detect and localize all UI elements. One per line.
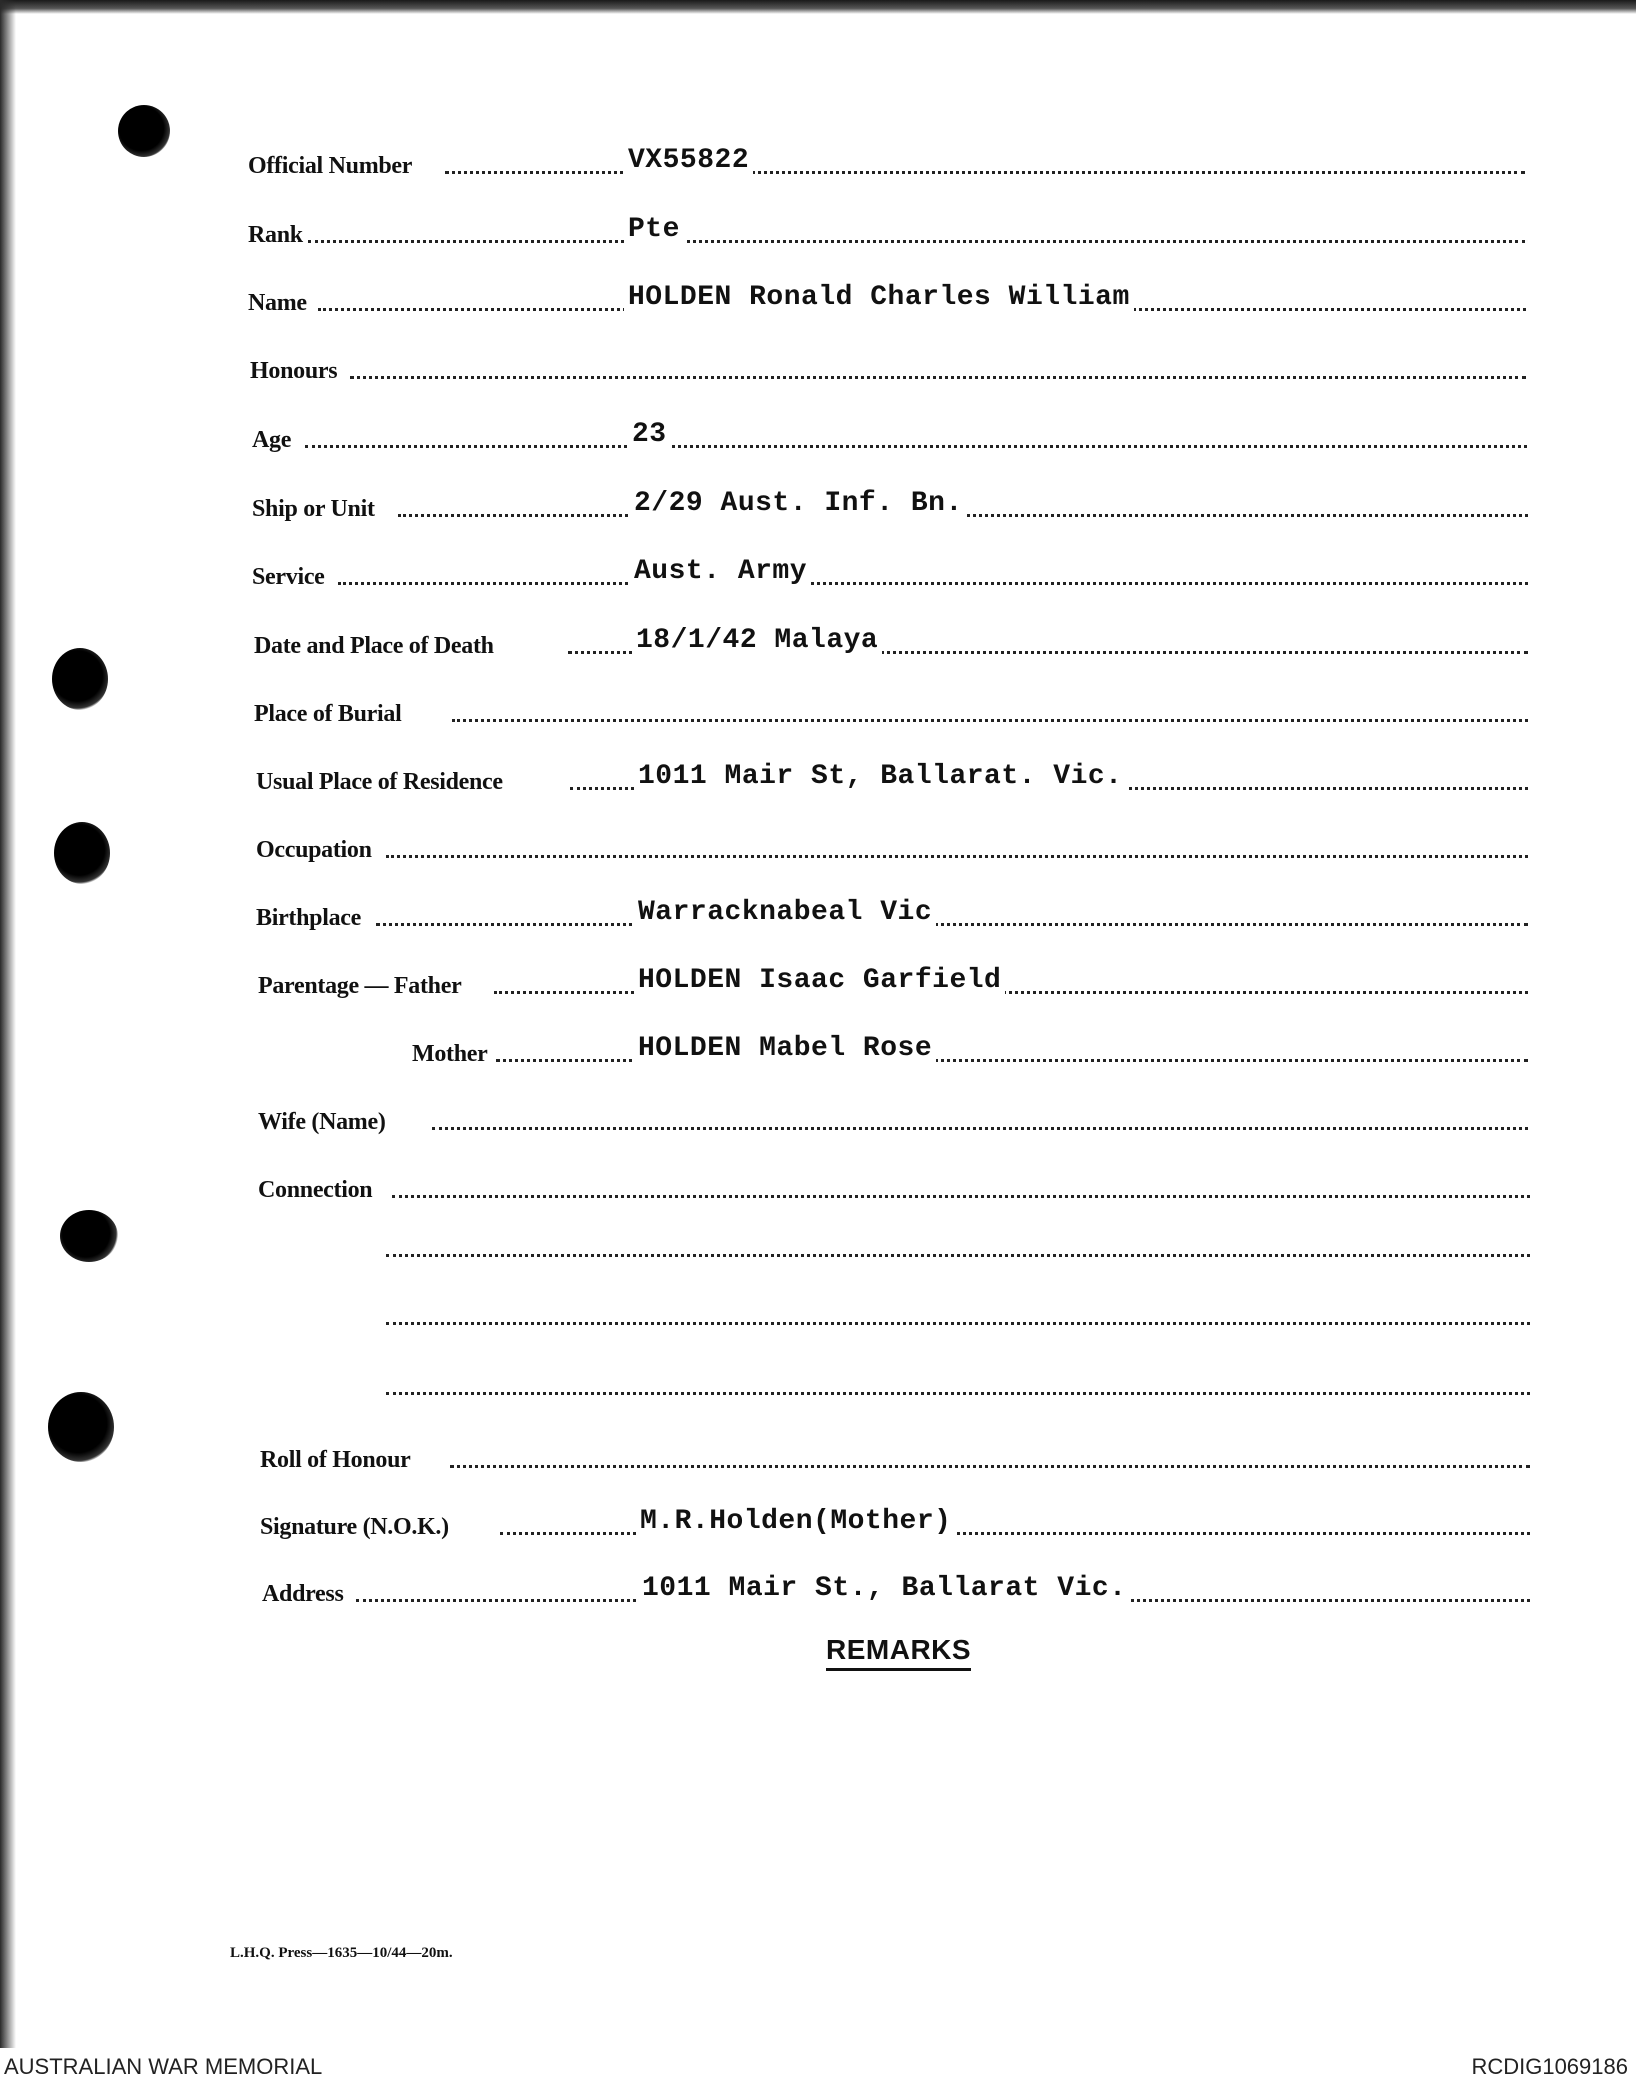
field-label: Name [248, 290, 307, 316]
field-label: Ship or Unit [252, 496, 375, 522]
field-ship-or-unit [0, 487, 1636, 527]
dot-leader [450, 1465, 1530, 1468]
field-label: Service [252, 564, 325, 590]
field-label: Wife (Name) [258, 1109, 386, 1135]
field-label: Occupation [256, 837, 372, 863]
footer-record-id: RCDIG1069186 [1471, 2054, 1628, 2079]
field-birthplace [0, 896, 1636, 936]
press-note: L.H.Q. Press—1635—10/44—20m. [230, 1945, 453, 1961]
field-name [0, 281, 1636, 321]
field-connection [0, 1168, 1636, 1208]
field-value: 2/29 Aust. Inf. Bn. [630, 488, 967, 519]
field-usual-residence [0, 760, 1636, 800]
field-label: Date and Place of Death [254, 633, 494, 659]
field-label: Honours [250, 358, 338, 384]
field-mother [0, 1032, 1636, 1072]
dot-leader [386, 855, 1528, 858]
field-value: 1011 Mair St., Ballarat Vic. [638, 1573, 1130, 1604]
field-value: HOLDEN Ronald Charles William [624, 282, 1134, 313]
field-address [0, 1572, 1636, 1612]
field-service [0, 555, 1636, 595]
field-label: Place of Burial [254, 701, 402, 727]
field-father [0, 964, 1636, 1004]
field-label: Age [252, 427, 292, 453]
connection-continuation-line [386, 1254, 1530, 1257]
field-value: 1011 Mair St, Ballarat. Vic. [634, 761, 1126, 792]
connection-continuation-line [386, 1322, 1530, 1325]
dot-leader [350, 376, 1526, 379]
field-value: Pte [624, 214, 684, 245]
field-value: HOLDEN Mabel Rose [634, 1033, 936, 1064]
field-label: Address [262, 1581, 344, 1607]
field-official-number [0, 144, 1636, 184]
connection-continuation-line [386, 1392, 1530, 1395]
field-label: Usual Place of Residence [256, 769, 503, 795]
archive-footer [0, 2048, 1636, 2082]
field-label: Rank [248, 222, 303, 248]
field-occupation [0, 828, 1636, 868]
field-label: Birthplace [256, 905, 361, 931]
punch-hole [60, 1210, 118, 1262]
field-value: 23 [628, 419, 671, 450]
field-honours [0, 349, 1636, 389]
field-roll-of-honour [0, 1438, 1636, 1478]
dot-leader [376, 923, 1528, 926]
field-label: Connection [258, 1177, 373, 1203]
field-signature [0, 1505, 1636, 1545]
field-place-of-burial [0, 692, 1636, 732]
field-value: 18/1/42 Malaya [632, 625, 882, 656]
dot-leader [445, 171, 1525, 174]
field-label: Signature (N.O.K.) [260, 1514, 449, 1540]
field-age [0, 418, 1636, 458]
dot-leader [338, 582, 1528, 585]
dot-leader [432, 1127, 1528, 1130]
field-label: Official Number [248, 153, 413, 179]
dot-leader [452, 719, 1528, 722]
dot-leader [392, 1195, 1530, 1198]
field-value: HOLDEN Isaac Garfield [634, 965, 1005, 996]
dot-leader [308, 240, 1525, 243]
field-label: Mother [412, 1041, 488, 1067]
field-rank [0, 213, 1636, 253]
field-value: Warracknabeal Vic [634, 897, 936, 928]
field-wife [0, 1100, 1636, 1140]
field-value: Aust. Army [630, 556, 811, 587]
footer-institution: AUSTRALIAN WAR MEMORIAL [4, 2054, 323, 2079]
field-label: Roll of Honour [260, 1447, 411, 1473]
field-date-place-death [0, 624, 1636, 664]
field-label: Parentage — Father [258, 973, 462, 999]
field-value: VX55822 [624, 145, 753, 176]
field-value: M.R.Holden(Mother) [636, 1506, 955, 1537]
remarks-heading: REMARKS [826, 1634, 971, 1671]
page-edge-top [0, 0, 1636, 14]
dot-leader [305, 445, 1527, 448]
